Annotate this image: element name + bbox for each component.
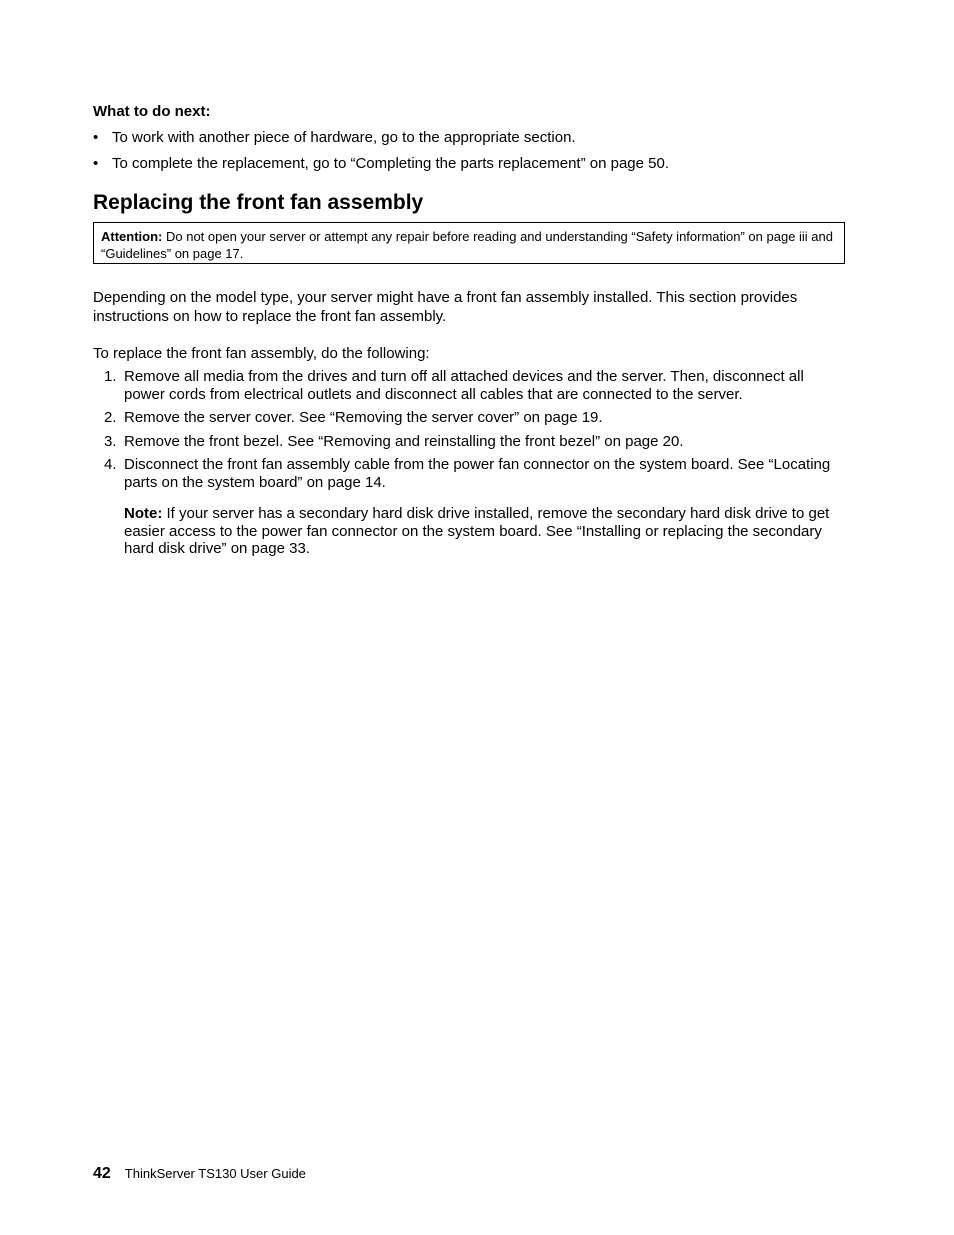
bullet-icon: • <box>93 155 99 172</box>
page-footer <box>93 1164 306 1184</box>
step-number: 1. <box>104 368 117 385</box>
step-text: Remove all media from the drives and turn off all attached devices and the server. Then, disconnect all power cords from electrical outlets and disconnect all cables that are connected to the server. <box>124 368 804 403</box>
next-steps-list <box>93 129 853 181</box>
section-title: Replacing the front fan assembly <box>93 191 424 214</box>
intro-paragraph: Depending on the model type, your server might have a front fan assembly installed. This section provides instructions on how to replace the front fan assembly. <box>93 289 798 325</box>
procedure-lead: To replace the front fan assembly, do the following: <box>93 345 430 362</box>
step-text: Disconnect the front fan assembly cable from the power fan connector on the system board. See “Locating parts on the system board” on page 14. <box>124 456 831 491</box>
step-text: Remove the server cover. See “Removing the server cover” on page 19. <box>124 409 603 426</box>
note-label: Note: <box>124 505 163 522</box>
attention-text: Do not open your server or attempt any repair before reading and understanding “Safety information” on page iii and “Guidelines” on page 17. <box>101 229 833 261</box>
step-number: 3. <box>104 432 117 450</box>
list-item <box>93 129 853 147</box>
attention-notice <box>93 222 845 264</box>
list-item <box>93 155 853 173</box>
procedure-step <box>93 409 845 427</box>
list-item-text: To complete the replacement, go to “Completing the parts replacement” on page 50. <box>112 155 669 172</box>
list-item-text: To work with another piece of hardware, go to the appropriate section. <box>112 129 576 146</box>
note-text: If your server has a secondary hard disk drive installed, remove the secondary hard disk drive to get easier access to the power fan connector on the system board. See “Installing or replacing the secondary hard disk drive” on page 33. <box>124 505 830 557</box>
procedure-step <box>93 368 845 403</box>
procedure-steps <box>93 368 845 497</box>
procedure-step <box>93 456 845 491</box>
bullet-icon: • <box>93 129 99 146</box>
procedure-step <box>93 433 845 451</box>
what-to-do-next-heading: What to do next: <box>93 103 211 120</box>
guide-title: ThinkServer TS130 User Guide <box>124 1166 306 1181</box>
note-paragraph <box>124 505 840 558</box>
page-number: 42 <box>93 1165 111 1182</box>
step-number: 2. <box>104 409 117 426</box>
step-text: Remove the front bezel. See “Removing and reinstalling the front bezel” on page 20. <box>124 432 684 450</box>
attention-label: Attention: <box>101 229 163 244</box>
step-number: 4. <box>104 456 117 473</box>
